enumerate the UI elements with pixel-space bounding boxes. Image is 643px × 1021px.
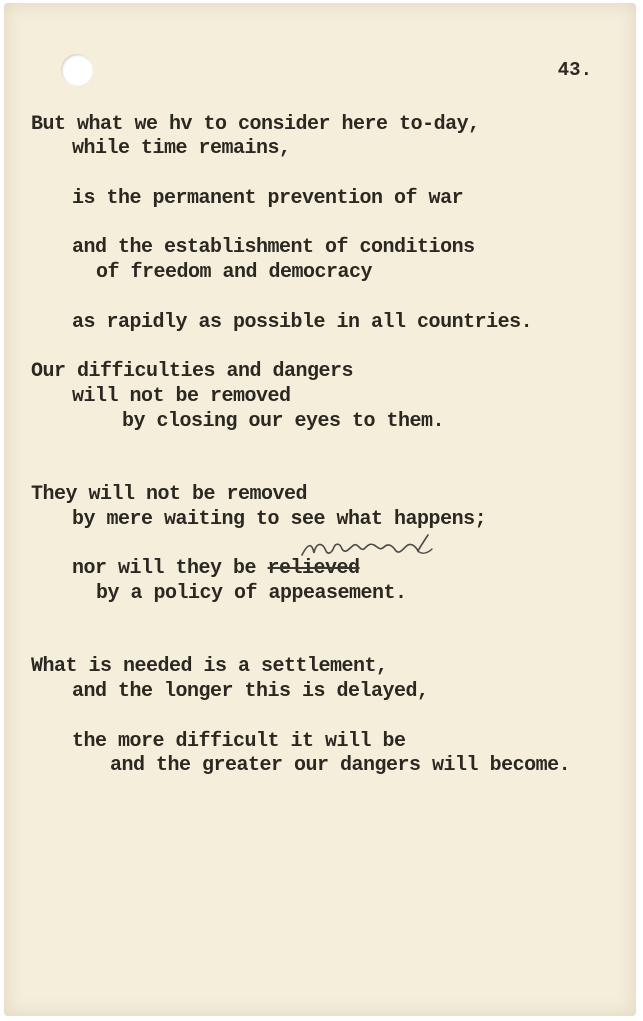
text-line: will not be removed xyxy=(72,385,291,408)
text-line: and the establishment of conditions xyxy=(72,236,475,259)
punch-hole xyxy=(61,54,93,86)
text-line: of freedom and democracy xyxy=(96,261,373,284)
document-page xyxy=(4,3,636,1016)
text-line: But what we hv to consider here to-day, xyxy=(31,113,480,136)
struck-word: relieved xyxy=(267,557,360,580)
text-line: and the longer this is delayed, xyxy=(72,680,429,703)
text-line: by a policy of appeasement. xyxy=(96,582,407,605)
text-line: by closing our eyes to them. xyxy=(122,410,445,433)
text-fragment: nor will they be xyxy=(72,557,257,580)
handwritten-correction xyxy=(300,533,450,563)
text-line: as rapidly as possible in all countries. xyxy=(72,311,533,334)
text-line: Our difficulties and dangers xyxy=(31,360,354,383)
text-line: by mere waiting to see what happens; xyxy=(72,508,487,531)
page-number: 43. xyxy=(557,59,592,81)
text-line: while time remains, xyxy=(72,137,291,160)
text-line: and the greater our dangers will become. xyxy=(110,754,571,777)
text-line: What is needed is a settlement, xyxy=(31,655,388,678)
text-line: the more difficult it will be xyxy=(72,730,406,753)
text-line: is the permanent prevention of war xyxy=(72,187,464,210)
text-line: They will not be removed xyxy=(31,483,308,506)
